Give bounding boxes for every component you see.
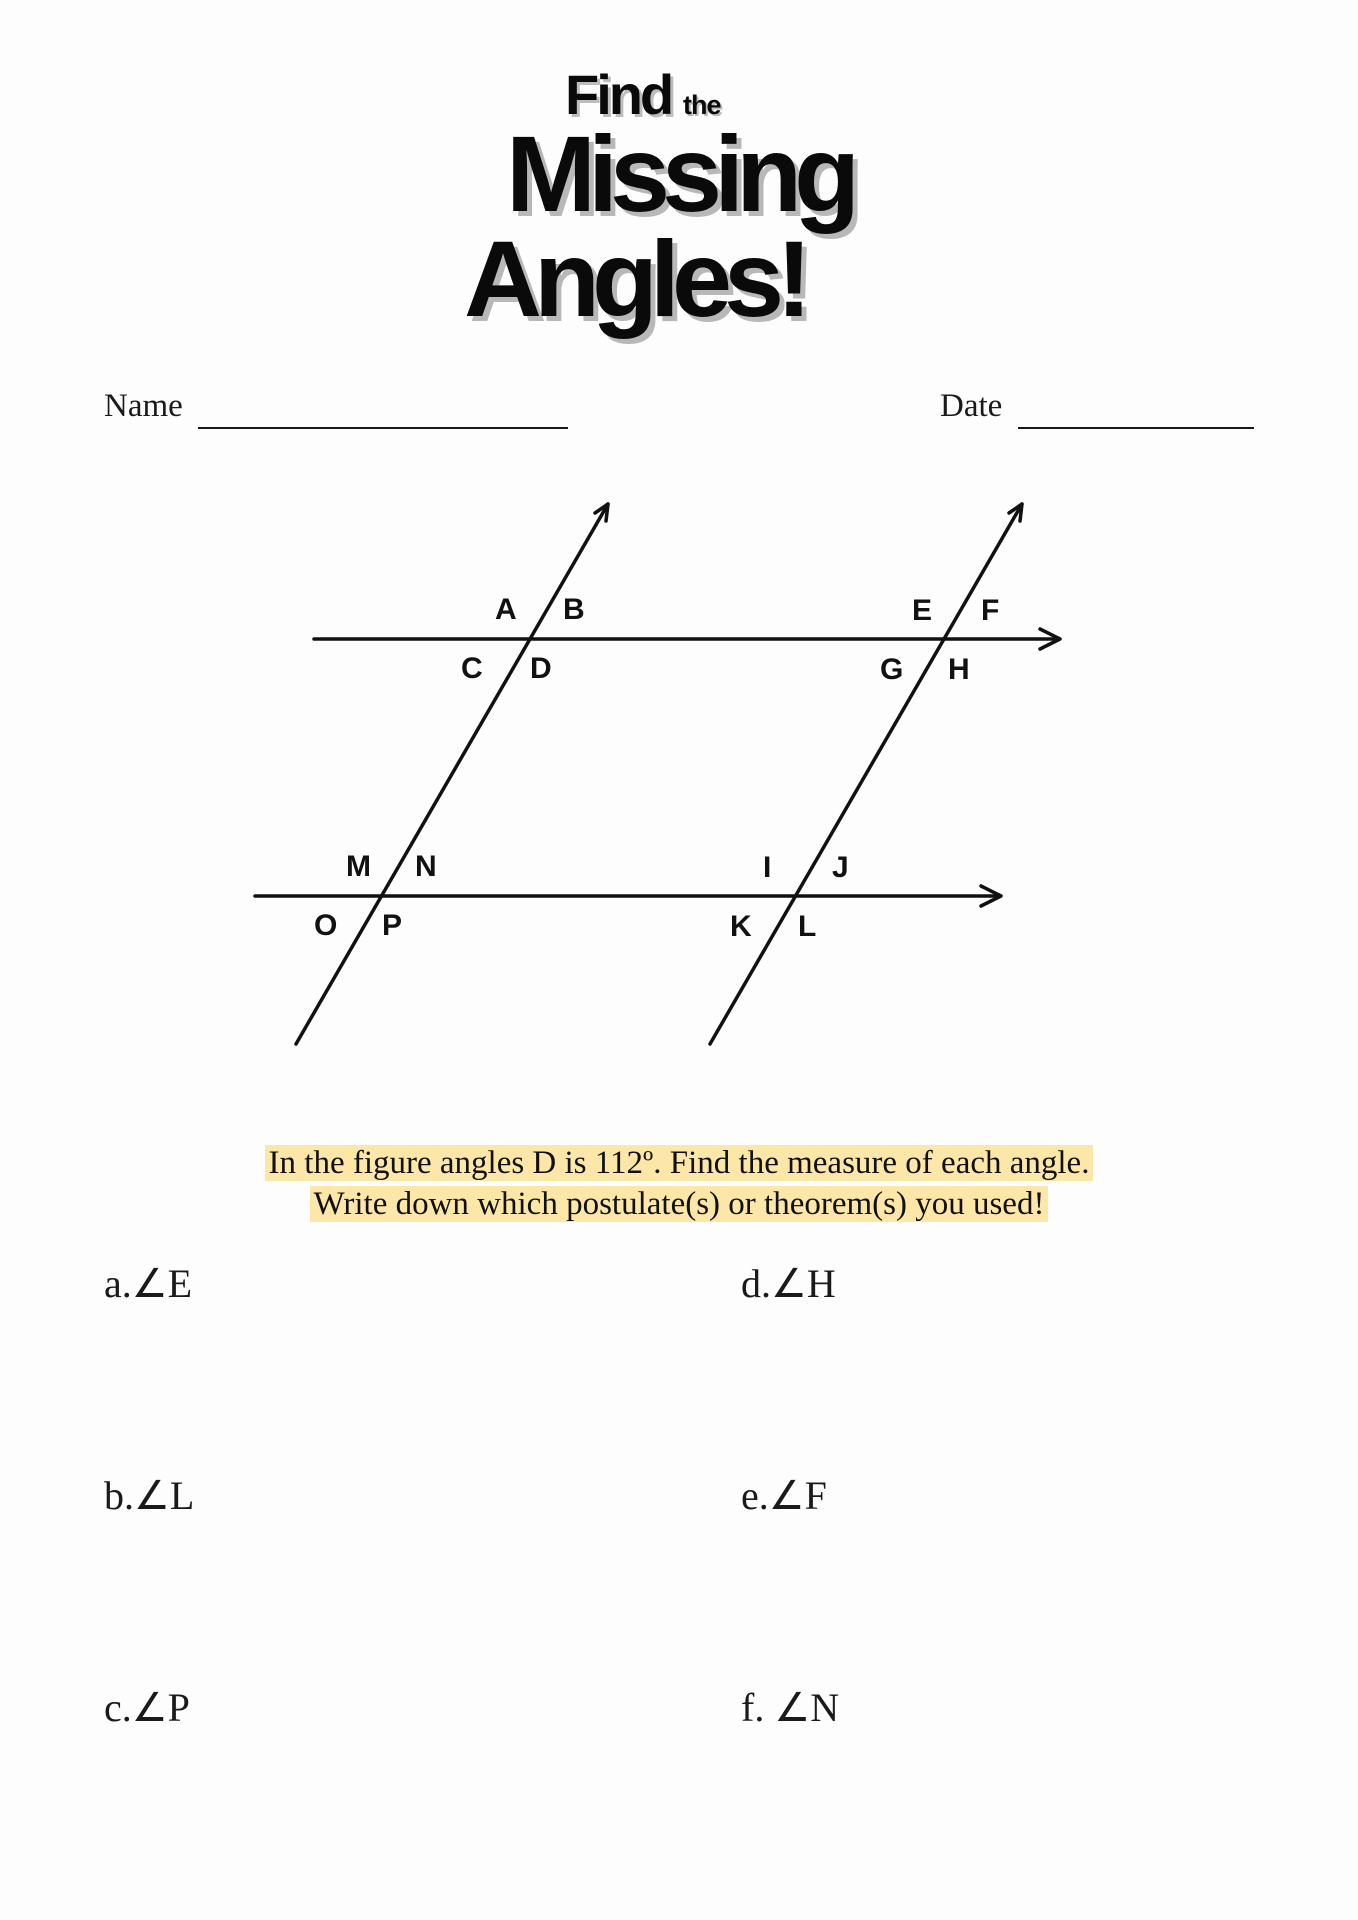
- question-angle: ∠F: [768, 1473, 827, 1518]
- angle-label-a: A: [495, 593, 517, 626]
- question-angle: ∠E: [131, 1261, 193, 1306]
- angle-label-f: F: [981, 594, 1000, 627]
- angle-label-l: L: [798, 910, 817, 943]
- angle-label-c: C: [461, 652, 483, 685]
- question-angle: ∠L: [134, 1473, 195, 1518]
- question-letter: c.: [104, 1685, 132, 1730]
- question-e: [741, 1472, 827, 1519]
- instructions-line-1: In the figure angles D is 112º. Find the measure of each angle.: [265, 1145, 1094, 1181]
- right-transversal-line: [710, 504, 1022, 1044]
- title-angles: Angles!: [464, 218, 805, 339]
- angle-label-i: I: [763, 851, 772, 884]
- question-angle: ∠P: [131, 1685, 190, 1730]
- question-angle: ∠H: [771, 1261, 836, 1306]
- title-the: the: [683, 90, 721, 120]
- date-label: Date: [940, 388, 1003, 424]
- question-c: [104, 1684, 190, 1731]
- question-letter: a.: [104, 1261, 132, 1306]
- question-letter: f.: [741, 1685, 775, 1730]
- instructions: [0, 1143, 1358, 1225]
- angle-label-b: B: [563, 593, 585, 626]
- title-find: Find: [565, 63, 672, 126]
- angle-label-o: O: [314, 909, 338, 942]
- left-transversal-line: [296, 504, 608, 1044]
- question-letter: d.: [741, 1261, 771, 1306]
- angle-label-n: N: [415, 850, 437, 883]
- name-label: Name: [104, 388, 183, 424]
- question-d: [741, 1260, 836, 1307]
- question-angle: ∠N: [774, 1685, 840, 1730]
- question-b: [104, 1472, 194, 1519]
- angle-label-j: J: [832, 851, 849, 884]
- angle-label-k: K: [730, 910, 752, 943]
- question-letter: e.: [741, 1473, 769, 1518]
- angle-label-g: G: [880, 653, 904, 686]
- question-f: [741, 1684, 839, 1731]
- instructions-line-2: Write down which postulate(s) or theorem(s) you used!: [310, 1186, 1049, 1222]
- angle-label-h: H: [948, 653, 970, 686]
- question-letter: b.: [104, 1473, 134, 1518]
- question-a: [104, 1260, 192, 1307]
- angle-label-d: D: [530, 652, 552, 685]
- angle-label-p: P: [382, 909, 403, 942]
- angle-label-m: M: [346, 850, 371, 883]
- title-missing: Missing: [506, 113, 853, 234]
- angle-label-e: E: [912, 594, 933, 627]
